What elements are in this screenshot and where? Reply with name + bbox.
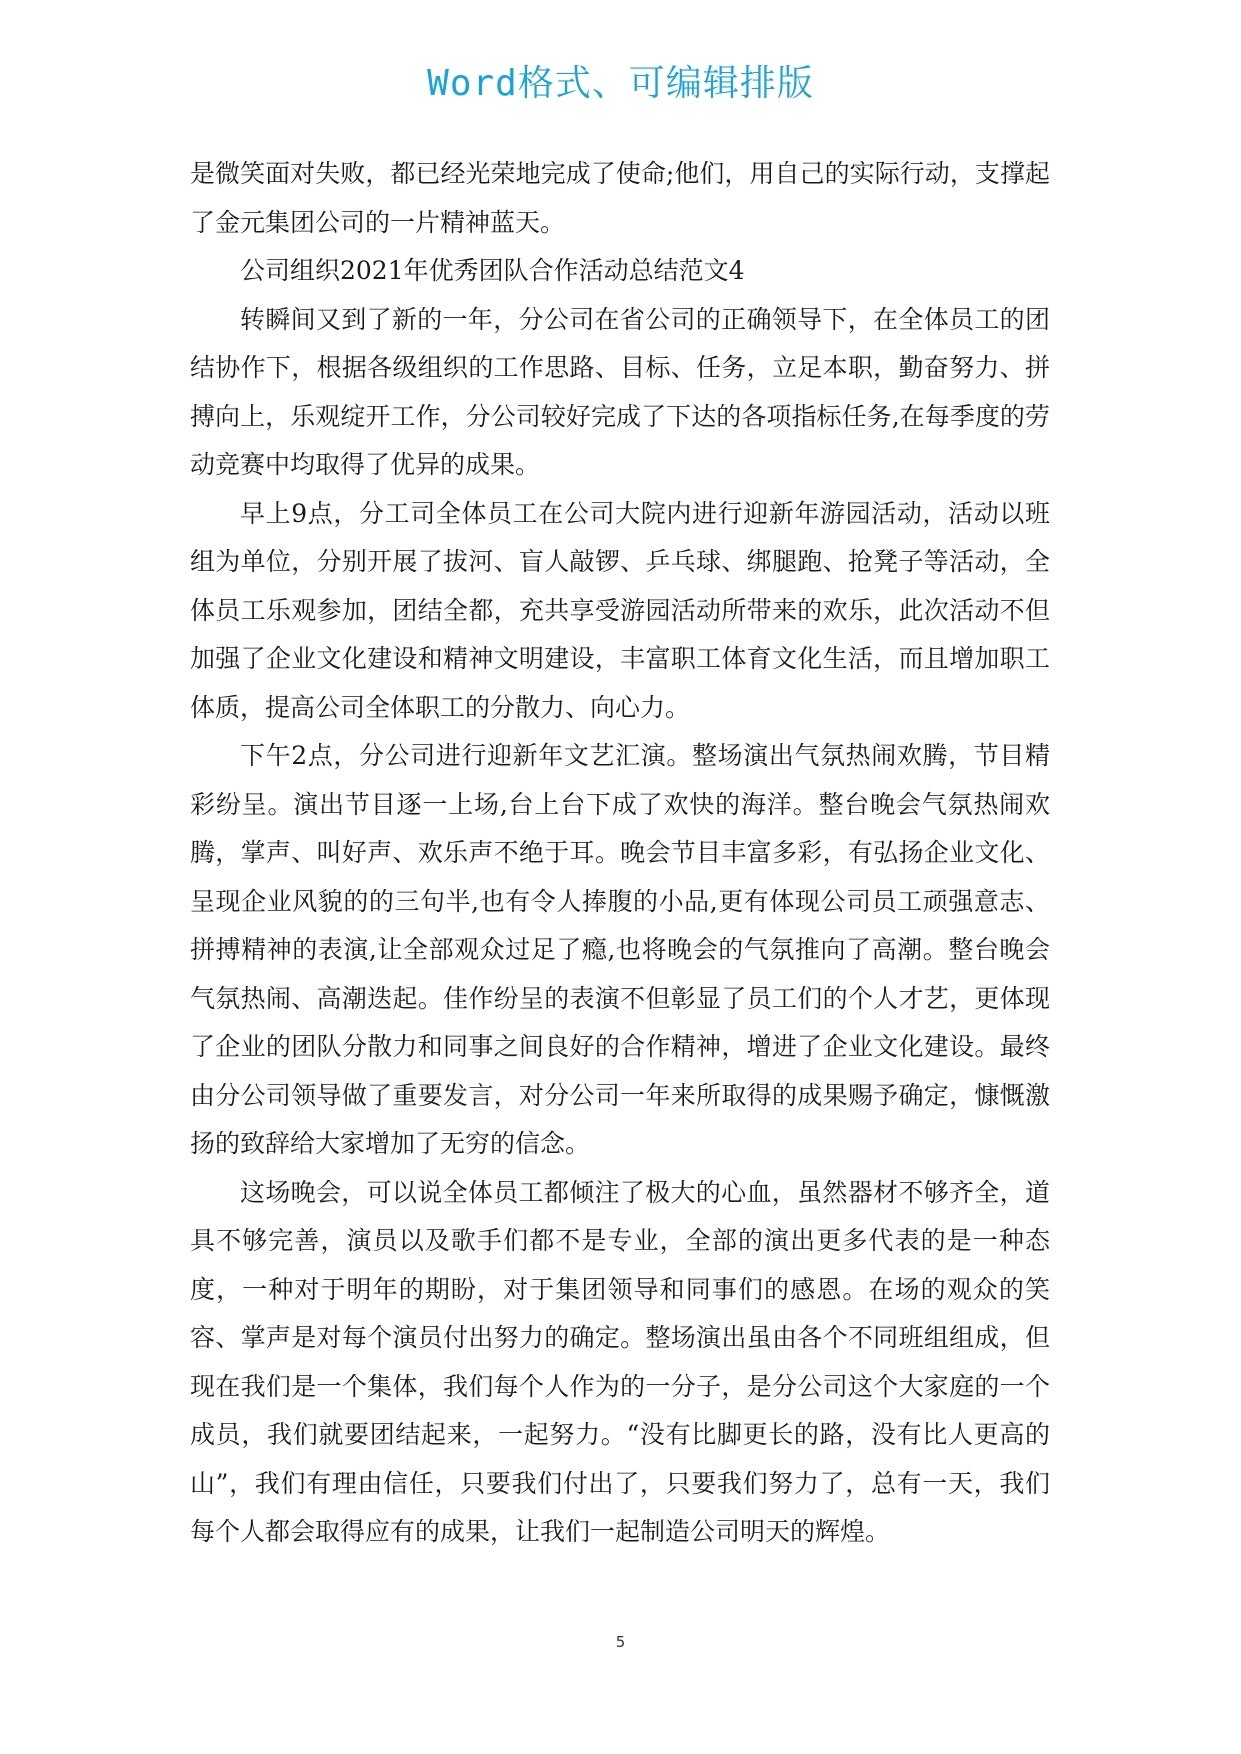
paragraph-continued: 是微笑面对失败，都已经光荣地完成了使命;他们，用自己的实际行动，支撑起了金元集团公司的一片精神蓝天。 bbox=[190, 159, 1050, 237]
paragraph: 这场晚会，可以说全体员工都倾注了极大的心血，虽然器材不够齐全，道具不够完善，演员以及歌手们都不是专业，全部的演出更多代表的是一种态度，一种对于明年的期盼，对于集团领导和同事们的感恩。在场的观众的笑容、掌声是对每个演员付出努力的确定。整场演出虽由各个不同班组组成，但现在我们是一个集体，我们每个人作为的一分子，是分公司这个大家庭的一个成员，我们就要团结起来，一起努力。“没有比脚更长的路，没有比人更高的山”，我们有理由信任，只要我们付出了，只要我们努力了，总有一天，我们每个人都会取得应有的成果，让我们一起制造公司明天的辉煌。 bbox=[190, 1177, 1050, 1546]
page-number: 5 bbox=[615, 1633, 626, 1651]
paragraph: 下午2点，分公司进行迎新年文艺汇演。整场演出气氛热闹欢腾，节目精彩纷呈。演出节目逐一上场,台上台下成了欢快的海洋。整台晚会气氛热闹欢腾，掌声、叫好声、欢乐声不绝于耳。晚会节目丰富多彩，有弘扬企业文化、呈现企业风貌的的三句半,也有令人捧腹的小品,更有体现公司员工顽强意志、拼搏精神的表演,让全部观众过足了瘾,也将晚会的气氛推向了高潮。整台晚会气氛热闹、高潮迭起。佳作纷呈的表演不但彰显了员工们的个人才艺，更体现了企业的团队分散力和同事之间良好的合作精神，增进了企业文化建设。最终由分公司领导做了重要发言，对分公司一年来所取得的成果赐予确定，慷慨激扬的致辞给大家增加了无穷的信念。 bbox=[190, 741, 1050, 1158]
paragraph: 早上9点，分工司全体员工在公司大院内进行迎新年游园活动，活动以班组为单位，分别开展了拔河、盲人敲锣、乒乓球、绑腿跑、抢凳子等活动，全体员工乐观参加，团结全都，充共享受游园活动所带来的欢乐，此次活动不但加强了企业文化建设和精神文明建设，丰富职工体育文化生活，而且增加职工体质，提高公司全体职工的分散力、向心力。 bbox=[190, 498, 1050, 722]
document-body bbox=[190, 150, 1050, 1557]
paragraph: 转瞬间又到了新的一年，分公司在省公司的正确领导下，在全体员工的团结协作下，根据各级组织的工作思路、目标、任务，立足本职，勤奋努力、拼搏向上，乐观绽开工作，分公司较好完成了下达的各项指标任务,在每季度的劳动竞赛中均取得了优异的成果。 bbox=[190, 304, 1050, 479]
header-title: Word格式、可编辑排版 bbox=[427, 63, 814, 104]
section-heading: 公司组织2021年优秀团队合作活动总结范文4 bbox=[240, 256, 745, 285]
